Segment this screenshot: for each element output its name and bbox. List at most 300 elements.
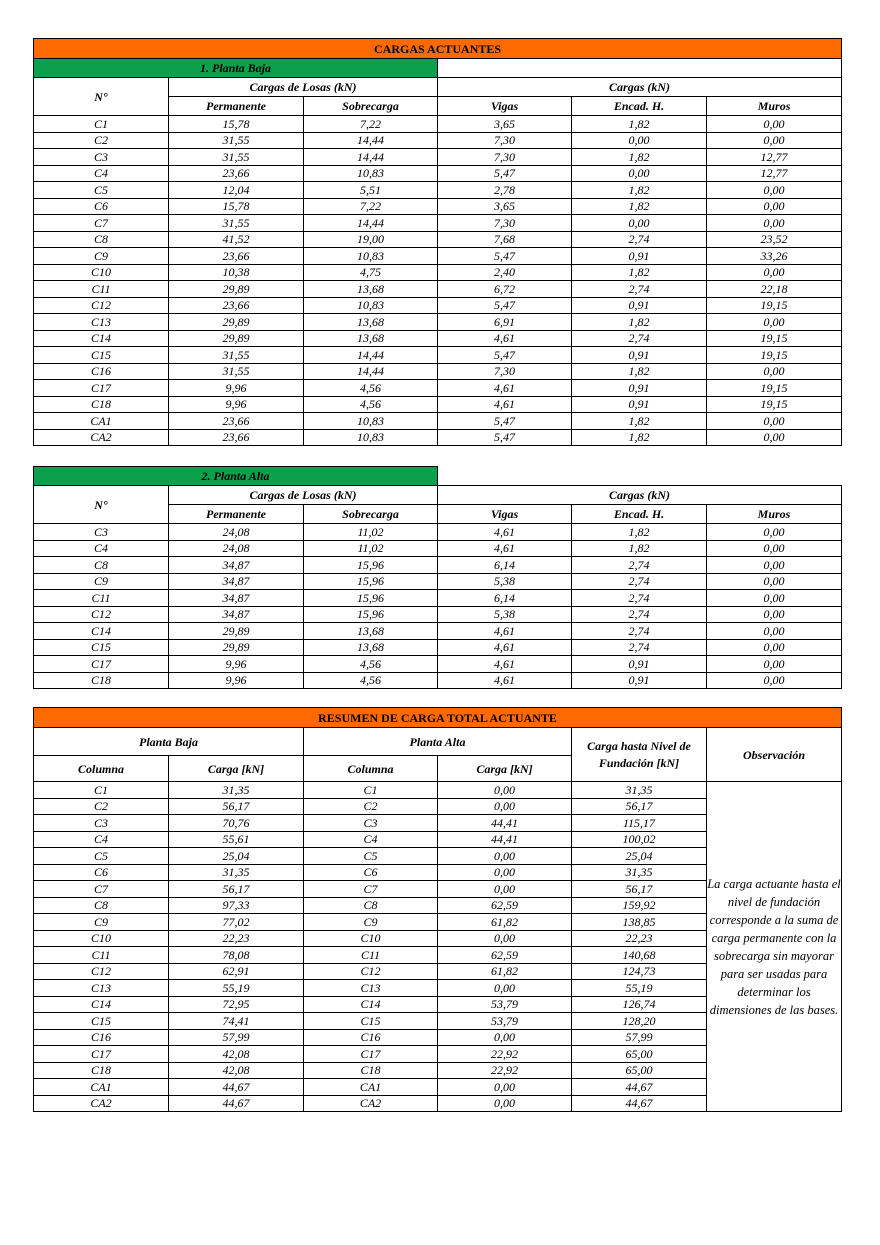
table-cell: 13,68 <box>304 623 438 640</box>
table-cell: 0,00 <box>707 639 842 656</box>
table-cell: C4 <box>34 165 169 182</box>
table-row <box>34 590 842 607</box>
table-cell: 31,35 <box>169 782 304 799</box>
table-cell: 1,82 <box>572 363 707 380</box>
table-cell: 23,66 <box>169 248 304 265</box>
table-cell: 25,04 <box>169 848 304 865</box>
table-cell: 2,74 <box>572 231 707 248</box>
table-cell: C16 <box>34 1029 169 1046</box>
table-row <box>34 573 842 590</box>
table-cell: 6,14 <box>438 590 572 607</box>
header-permanente: Permanente <box>169 97 304 116</box>
res-header-planta-baja: Planta Baja <box>34 728 304 756</box>
table-cell: 4,56 <box>304 672 438 689</box>
table-cell: 1,82 <box>572 149 707 166</box>
table-cell: 0,00 <box>438 798 572 815</box>
table-cell: 14,44 <box>304 132 438 149</box>
table-cell: 115,17 <box>572 815 707 832</box>
table-cell: 44,67 <box>572 1079 707 1096</box>
table-cell: 42,08 <box>169 1046 304 1063</box>
table-cell: 70,76 <box>169 815 304 832</box>
table-cell: C12 <box>304 963 438 980</box>
table-row <box>34 314 842 331</box>
table-cell: 1,82 <box>572 314 707 331</box>
table-cell: 0,00 <box>707 413 842 430</box>
table-cell: CA2 <box>34 1095 169 1112</box>
table-cell: 4,61 <box>438 380 572 397</box>
table-cell: 22,23 <box>169 930 304 947</box>
header-cargas: Cargas (kN) <box>438 78 842 97</box>
table-cell: 53,79 <box>438 996 572 1013</box>
table-cell: 7,22 <box>304 116 438 133</box>
table-cell: 61,82 <box>438 963 572 980</box>
table-cell: 5,47 <box>438 248 572 265</box>
table-row <box>34 413 842 430</box>
table-cell: 0,00 <box>707 656 842 673</box>
table-cell: 4,61 <box>438 623 572 640</box>
table-cell: 4,61 <box>438 656 572 673</box>
table-cell: 4,61 <box>438 672 572 689</box>
table-cell: 2,74 <box>572 330 707 347</box>
table-cell: 55,19 <box>169 980 304 997</box>
header-cargas-losas: Cargas de Losas (kN) <box>169 486 438 505</box>
table-cell: 57,99 <box>169 1029 304 1046</box>
table-cell: C14 <box>34 996 169 1013</box>
table-cell: C5 <box>34 182 169 199</box>
table-cell: 2,74 <box>572 590 707 607</box>
table-cell: C5 <box>304 848 438 865</box>
table-cell: 0,00 <box>572 215 707 232</box>
table-cell: C16 <box>34 363 169 380</box>
table-cell: 42,08 <box>169 1062 304 1079</box>
table-cell: 0,00 <box>438 1029 572 1046</box>
table-cell: 19,15 <box>707 330 842 347</box>
table-cell: 0,00 <box>707 116 842 133</box>
table-cell: 0,00 <box>572 132 707 149</box>
table-cell: 0,00 <box>438 1095 572 1112</box>
table-row <box>34 656 842 673</box>
table-cell: 0,00 <box>438 881 572 898</box>
table-cell: 19,15 <box>707 380 842 397</box>
table-cell: 12,77 <box>707 149 842 166</box>
table-cell: C18 <box>34 396 169 413</box>
table-cell: CA2 <box>304 1095 438 1112</box>
table-cell: 15,96 <box>304 590 438 607</box>
table-row <box>34 347 842 364</box>
table-cell: 0,00 <box>707 573 842 590</box>
table-cell: 11,02 <box>304 524 438 541</box>
table-cell: C11 <box>34 947 169 964</box>
table-cell: 34,87 <box>169 557 304 574</box>
table-cell: 0,00 <box>707 132 842 149</box>
table-cell: C9 <box>34 573 169 590</box>
table-cell: 44,67 <box>572 1095 707 1112</box>
table-cell: 24,08 <box>169 524 304 541</box>
table-cell: 65,00 <box>572 1062 707 1079</box>
planta-alta-label: 2. Planta Alta <box>34 467 438 486</box>
header-muros: Muros <box>707 97 842 116</box>
table-cell: 4,61 <box>438 639 572 656</box>
table-cell: 10,38 <box>169 264 304 281</box>
table-cell: 5,51 <box>304 182 438 199</box>
table-cell: 34,87 <box>169 606 304 623</box>
table-cell: 34,87 <box>169 573 304 590</box>
table-cell: 44,67 <box>169 1079 304 1096</box>
table-cell: 23,66 <box>169 165 304 182</box>
table-cell: 61,82 <box>438 914 572 931</box>
table-row <box>34 429 842 446</box>
table-cell: 15,78 <box>169 116 304 133</box>
table-cell: 31,55 <box>169 347 304 364</box>
table-cell: 13,68 <box>304 639 438 656</box>
table-cell: 56,17 <box>572 881 707 898</box>
table-cell: C2 <box>34 798 169 815</box>
table-cell: C15 <box>34 1013 169 1030</box>
table-cell: C17 <box>34 1046 169 1063</box>
table-cell: 2,74 <box>572 639 707 656</box>
table-row <box>34 606 842 623</box>
table-cell: 128,20 <box>572 1013 707 1030</box>
table-cell: 14,44 <box>304 215 438 232</box>
table-cell: C9 <box>304 914 438 931</box>
table-cell: 1,82 <box>572 116 707 133</box>
table-cell: 5,47 <box>438 165 572 182</box>
header-permanente: Permanente <box>169 505 304 524</box>
table-cell: C14 <box>34 330 169 347</box>
table-cell: CA1 <box>34 1079 169 1096</box>
table-cell: C16 <box>304 1029 438 1046</box>
table-cell: 65,00 <box>572 1046 707 1063</box>
table-cell: C1 <box>304 782 438 799</box>
table-cell: 62,59 <box>438 897 572 914</box>
resumen-title: RESUMEN DE CARGA TOTAL ACTUANTE <box>34 708 842 728</box>
table-cell: C7 <box>304 881 438 898</box>
table-cell: 29,89 <box>169 639 304 656</box>
table-cell: 13,68 <box>304 281 438 298</box>
table-cell: 2,78 <box>438 182 572 199</box>
table-row <box>34 330 842 347</box>
table-cell: CA2 <box>34 429 169 446</box>
table-cell: CA1 <box>34 413 169 430</box>
table-cell: 23,66 <box>169 413 304 430</box>
table-cell: C17 <box>34 656 169 673</box>
table-cell: 0,00 <box>707 623 842 640</box>
table-cell: 0,00 <box>438 848 572 865</box>
table-cell: C6 <box>34 198 169 215</box>
table-cell: 14,44 <box>304 149 438 166</box>
table-cell: 1,82 <box>572 198 707 215</box>
header-cargas: Cargas (kN) <box>438 486 842 505</box>
table-cell: 0,00 <box>572 165 707 182</box>
table-cell: C11 <box>34 281 169 298</box>
table-cell: 29,89 <box>169 330 304 347</box>
observacion-text: La carga actuante hasta el nivel de fundación corresponde a la suma de carga permanente con la sobrecarga sin mayorar para ser usadas para determinar los dimensiones de las bases. <box>707 782 842 1112</box>
table-cell: 15,78 <box>169 198 304 215</box>
table-cell: 0,00 <box>707 215 842 232</box>
table-cell: 0,00 <box>707 363 842 380</box>
table-cell: 1,82 <box>572 540 707 557</box>
table-cell: C17 <box>34 380 169 397</box>
table-cell: C14 <box>304 996 438 1013</box>
table-cell: 97,33 <box>169 897 304 914</box>
table-cell: 23,52 <box>707 231 842 248</box>
table-cell: 5,47 <box>438 413 572 430</box>
table-row <box>34 782 842 799</box>
header-muros: Muros <box>707 505 842 524</box>
table-cell: 0,00 <box>707 606 842 623</box>
table-cell: 2,74 <box>572 623 707 640</box>
table-cell: 5,47 <box>438 429 572 446</box>
table-cell: 0,00 <box>707 429 842 446</box>
table-row <box>34 248 842 265</box>
table-cell: 140,68 <box>572 947 707 964</box>
table-cell: 57,99 <box>572 1029 707 1046</box>
table-cell: C13 <box>34 314 169 331</box>
table-cell: 22,18 <box>707 281 842 298</box>
table-cell: C1 <box>34 116 169 133</box>
table-cell: 44,41 <box>438 831 572 848</box>
table-cell: 3,65 <box>438 198 572 215</box>
table-cell: C9 <box>34 914 169 931</box>
table-cell: 6,72 <box>438 281 572 298</box>
table-row <box>34 363 842 380</box>
table-cell: 0,00 <box>438 980 572 997</box>
table-cell: C6 <box>34 864 169 881</box>
table-cell: 4,56 <box>304 656 438 673</box>
table-cell: 0,00 <box>438 864 572 881</box>
table-row <box>34 264 842 281</box>
table-cell: 14,44 <box>304 347 438 364</box>
table-cell: 2,74 <box>572 573 707 590</box>
table-cell: 15,96 <box>304 557 438 574</box>
table-cell: 124,73 <box>572 963 707 980</box>
table-row <box>34 297 842 314</box>
table-cell: 74,41 <box>169 1013 304 1030</box>
table-cell: 0,00 <box>707 198 842 215</box>
header-vigas: Vigas <box>438 505 572 524</box>
table-cell: C11 <box>304 947 438 964</box>
table-cell: 29,89 <box>169 314 304 331</box>
table-cell: C8 <box>34 897 169 914</box>
table-cell: 19,15 <box>707 297 842 314</box>
table-cell: C15 <box>34 347 169 364</box>
table-cell: C10 <box>34 264 169 281</box>
table-cell: C7 <box>34 215 169 232</box>
table-cell: 1,82 <box>572 264 707 281</box>
table-cell: C10 <box>34 930 169 947</box>
header-sobrecarga: Sobrecarga <box>304 97 438 116</box>
table-cell: 4,75 <box>304 264 438 281</box>
table-cell: 1,82 <box>572 182 707 199</box>
table-cell: 0,91 <box>572 248 707 265</box>
table-cell: C2 <box>34 132 169 149</box>
table-cell: 0,00 <box>438 930 572 947</box>
table-row <box>34 165 842 182</box>
table-cell: 2,74 <box>572 606 707 623</box>
table-cell: 53,79 <box>438 1013 572 1030</box>
table-cell: 29,89 <box>169 281 304 298</box>
table-cell: 7,22 <box>304 198 438 215</box>
table-row <box>34 396 842 413</box>
table-cell: 6,91 <box>438 314 572 331</box>
table-cell: 126,74 <box>572 996 707 1013</box>
table-cell: 100,02 <box>572 831 707 848</box>
res-header-carga: Carga [kN] <box>169 756 304 782</box>
table-cell: 31,55 <box>169 132 304 149</box>
table-cell: 5,38 <box>438 573 572 590</box>
table-cell: 11,02 <box>304 540 438 557</box>
table-row <box>34 540 842 557</box>
table-cell: 22,92 <box>438 1062 572 1079</box>
table-cell: 4,61 <box>438 540 572 557</box>
table-cell: 7,30 <box>438 132 572 149</box>
table-cell: 0,91 <box>572 380 707 397</box>
table-cell: 159,92 <box>572 897 707 914</box>
table-cell: C6 <box>304 864 438 881</box>
table-row <box>34 215 842 232</box>
table-row <box>34 149 842 166</box>
table-cell: 10,83 <box>304 165 438 182</box>
planta-baja-table <box>33 38 842 446</box>
table-cell: 4,61 <box>438 524 572 541</box>
table-cell: 56,17 <box>169 881 304 898</box>
table-cell: C12 <box>34 297 169 314</box>
table-cell: 7,30 <box>438 149 572 166</box>
table-cell: 4,56 <box>304 380 438 397</box>
table-cell: 24,08 <box>169 540 304 557</box>
table-cell: 5,47 <box>438 297 572 314</box>
table-cell: 1,82 <box>572 524 707 541</box>
table-row <box>34 672 842 689</box>
table-cell: 19,00 <box>304 231 438 248</box>
table-cell: 19,15 <box>707 347 842 364</box>
table-row <box>34 198 842 215</box>
res-header-nivel-fundacion: Carga hasta Nivel de Fundación [kN] <box>572 728 707 782</box>
planta-baja-label: 1. Planta Baja <box>34 59 438 78</box>
table-cell: 9,96 <box>169 380 304 397</box>
res-header-carga: Carga [kN] <box>438 756 572 782</box>
table-row <box>34 281 842 298</box>
table-cell: 0,00 <box>707 540 842 557</box>
planta-alta-table <box>33 466 842 689</box>
table-cell: 0,00 <box>438 782 572 799</box>
table-cell: C15 <box>304 1013 438 1030</box>
table-cell: C15 <box>34 639 169 656</box>
table-cell: 0,00 <box>707 672 842 689</box>
table-row <box>34 132 842 149</box>
table-cell: C9 <box>34 248 169 265</box>
table-cell: 0,91 <box>572 396 707 413</box>
table-cell: 2,40 <box>438 264 572 281</box>
table-cell: C12 <box>34 963 169 980</box>
table-cell: C8 <box>34 557 169 574</box>
table-cell: 0,00 <box>707 524 842 541</box>
table-cell: 31,35 <box>572 864 707 881</box>
cargas-actuantes-title: CARGAS ACTUANTES <box>34 39 842 59</box>
table-cell: 10,83 <box>304 429 438 446</box>
table-cell: 3,65 <box>438 116 572 133</box>
table-cell: 22,92 <box>438 1046 572 1063</box>
header-vigas: Vigas <box>438 97 572 116</box>
table-cell: 56,17 <box>572 798 707 815</box>
header-no: N° <box>34 486 169 524</box>
table-cell: 5,38 <box>438 606 572 623</box>
table-cell: 10,83 <box>304 248 438 265</box>
table-cell: 55,61 <box>169 831 304 848</box>
table-cell: C13 <box>34 980 169 997</box>
table-cell: 77,02 <box>169 914 304 931</box>
table-cell: 0,00 <box>707 590 842 607</box>
table-cell: 7,30 <box>438 363 572 380</box>
table-cell: C1 <box>34 782 169 799</box>
res-header-planta-alta: Planta Alta <box>304 728 572 756</box>
table-cell: 7,30 <box>438 215 572 232</box>
table-cell: 9,96 <box>169 656 304 673</box>
table-cell: C12 <box>34 606 169 623</box>
header-cargas-losas: Cargas de Losas (kN) <box>169 78 438 97</box>
table-cell: 14,44 <box>304 363 438 380</box>
table-cell: 55,19 <box>572 980 707 997</box>
table-cell: C3 <box>34 815 169 832</box>
table-cell: 1,82 <box>572 429 707 446</box>
table-cell: C4 <box>34 540 169 557</box>
table-cell: C4 <box>304 831 438 848</box>
table-cell: 19,15 <box>707 396 842 413</box>
table-cell: C10 <box>304 930 438 947</box>
table-cell: 0,91 <box>572 672 707 689</box>
table-cell: 15,96 <box>304 606 438 623</box>
table-row <box>34 623 842 640</box>
table-cell: 0,91 <box>572 656 707 673</box>
table-cell: 44,67 <box>169 1095 304 1112</box>
table-cell: 31,35 <box>572 782 707 799</box>
table-cell: 41,52 <box>169 231 304 248</box>
table-cell: 6,14 <box>438 557 572 574</box>
res-header-columna: Columna <box>304 756 438 782</box>
table-cell: CA1 <box>304 1079 438 1096</box>
table-cell: 10,83 <box>304 413 438 430</box>
table-cell: 31,55 <box>169 363 304 380</box>
table-cell: C18 <box>34 672 169 689</box>
table-row <box>34 116 842 133</box>
table-cell: 0,00 <box>707 182 842 199</box>
table-cell: C11 <box>34 590 169 607</box>
table-cell: 4,56 <box>304 396 438 413</box>
table-cell: 33,26 <box>707 248 842 265</box>
header-encad: Encad. H. <box>572 505 707 524</box>
table-cell: C14 <box>34 623 169 640</box>
table-cell: C3 <box>304 815 438 832</box>
table-cell: 9,96 <box>169 396 304 413</box>
table-cell: 2,74 <box>572 557 707 574</box>
table-cell: 0,91 <box>572 297 707 314</box>
table-row <box>34 231 842 248</box>
table-cell: 0,91 <box>572 347 707 364</box>
table-cell: 4,61 <box>438 330 572 347</box>
table-cell: 22,23 <box>572 930 707 947</box>
table-cell: 2,74 <box>572 281 707 298</box>
table-cell: 13,68 <box>304 314 438 331</box>
table-cell: 0,00 <box>707 264 842 281</box>
table-cell: 12,77 <box>707 165 842 182</box>
resumen-table <box>33 707 842 1112</box>
table-row <box>34 639 842 656</box>
table-cell: 9,96 <box>169 672 304 689</box>
table-cell: 31,35 <box>169 864 304 881</box>
header-encad: Encad. H. <box>572 97 707 116</box>
table-cell: C7 <box>34 881 169 898</box>
table-cell: 62,91 <box>169 963 304 980</box>
